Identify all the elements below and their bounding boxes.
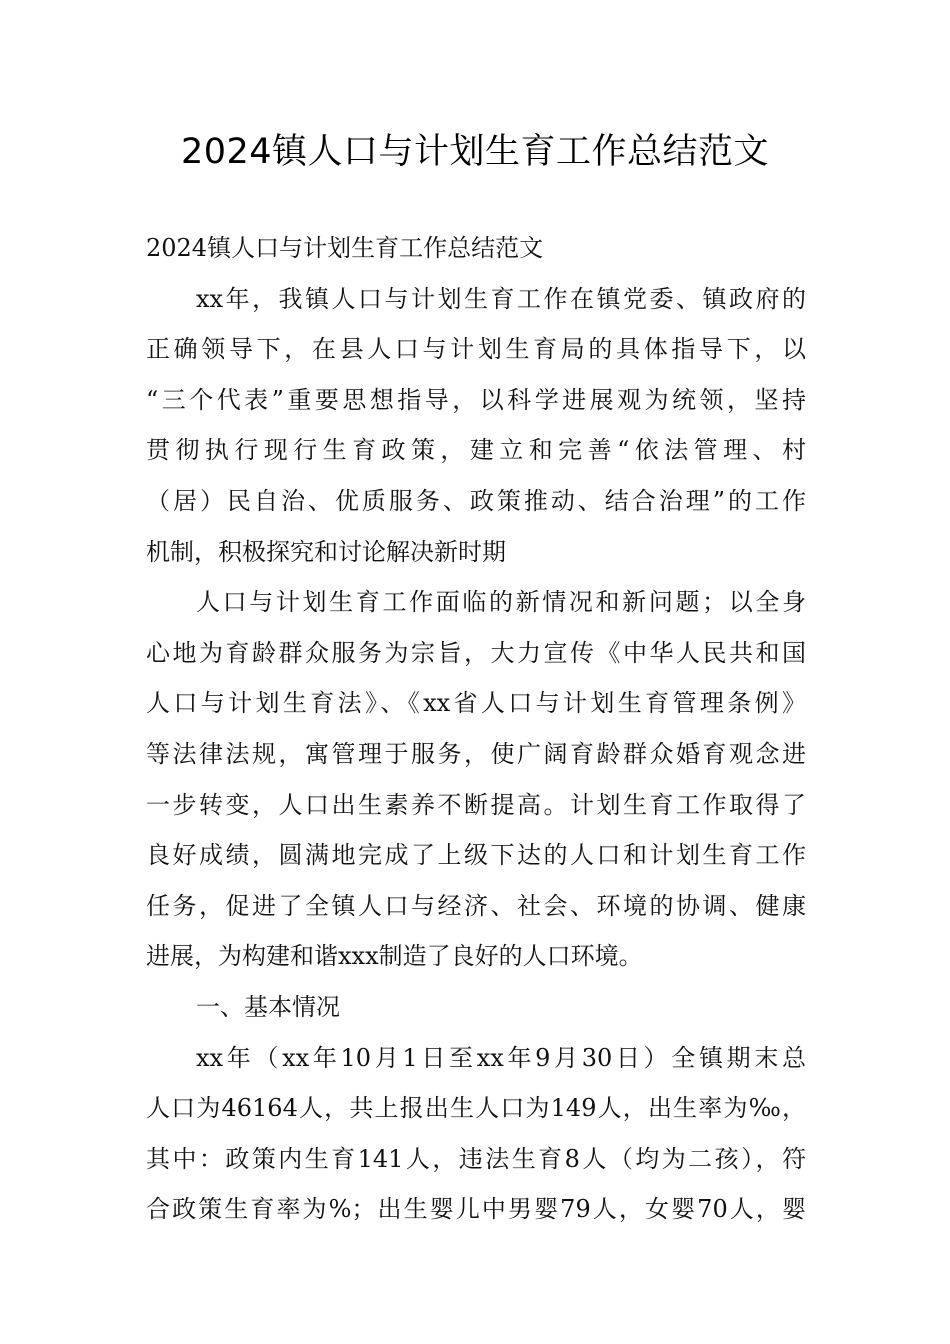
section-heading: 一、基本情况 (196, 992, 340, 1021)
paragraph-line: “三个代表”重要思想指导，以科学进展观为统领，坚持 (146, 385, 806, 414)
paragraph-line: 等法律法规，寓管理于服务，使广阔育龄群众婚育观念进 (146, 739, 806, 768)
paragraph-line: 任务，促进了全镇人口与经济、社会、环境的协调、健康 (146, 891, 806, 920)
paragraph-line: 人口与计划生育法》、《xx省人口与计划生育管理条例》 (146, 689, 806, 718)
document-body (146, 223, 806, 1235)
paragraph-line: xx年（xx年10月1日至xx年9月30日）全镇期末总 (196, 1043, 806, 1072)
paragraph-line: （居）民自治、优质服务、政策推动、结合治理”的工作 (146, 486, 806, 515)
paragraph-line: 一步转变，人口出生素养不断提高。计划生育工作取得了 (146, 790, 806, 819)
paragraph-line: 人口与计划生育工作面临的新情况和新问题；以全身 (196, 588, 806, 617)
paragraph-line: 心地为育龄群众服务为宗旨，大力宣传《中华人民共和国 (146, 638, 806, 667)
paragraph-line: 正确领导下，在县人口与计划生育局的具体指导下，以 (146, 335, 806, 364)
document-title: 2024镇人口与计划生育工作总结范文 (180, 132, 770, 172)
paragraph-line: 进展，为构建和谐xxx制造了良好的人口环境。 (146, 942, 643, 971)
paragraph-line: 合政策生育率为%；出生婴儿中男婴79人，女婴70人，婴 (146, 1195, 806, 1224)
subtitle-line: 2024镇人口与计划生育工作总结范文 (146, 234, 544, 262)
paragraph-line: 人口为46164人，共上报出生人口为149人，出生率为‰， (146, 1094, 806, 1123)
paragraph-line: 机制，积极探究和讨论解决新时期 (146, 537, 506, 566)
paragraph-line: 良好成绩，圆满地完成了上级下达的人口和计划生育工作 (146, 841, 806, 870)
paragraph-line: 贯彻执行现行生育政策，建立和完善“依法管理、村 (146, 436, 806, 465)
paragraph-line: xx年，我镇人口与计划生育工作在镇党委、镇政府的 (196, 284, 806, 313)
paragraph-line: 其中：政策内生育141人，违法生育8人（均为二孩），符 (146, 1144, 806, 1173)
